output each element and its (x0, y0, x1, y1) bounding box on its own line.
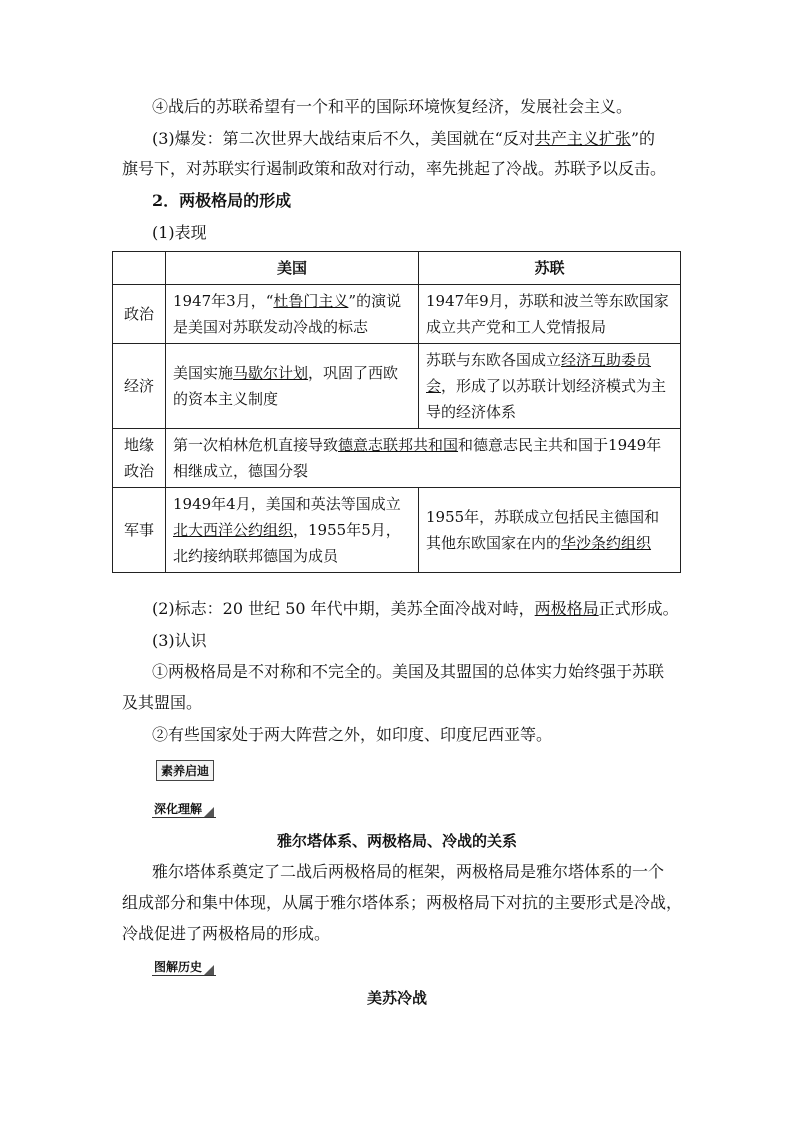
row-header-geopolitics: 地缘 政治 (113, 429, 166, 488)
cell-soviet-military: 1955年，苏联成立包括民主德国和其他东欧国家在内的华沙条约组织 (419, 488, 681, 573)
cell-us-politics: 1947年3月，“杜鲁门主义”的演说是美国对苏联发动冷战的标志 (166, 285, 419, 344)
paragraph-sign: (2)标志：20 世纪 50 年代中期，美苏全面冷战对峙，两极格局正式形成。 (152, 599, 679, 618)
subheading-performance: (1)表现 (152, 223, 207, 242)
row-header-politics: 政治 (113, 285, 166, 344)
corner-triangle-icon (204, 807, 214, 817)
cell-us-economy: 美国实施马歇尔计划，巩固了西欧的资本主义制度 (166, 344, 419, 429)
figure-title: 美苏冷战 (366, 989, 427, 1007)
paragraph-yalta-3: 冷战促进了两极格局的形成。 (122, 924, 331, 943)
table-row (113, 429, 681, 488)
table-row (113, 488, 681, 573)
paragraph-yalta-1: 雅尔塔体系奠定了二战后两极格局的框架，两极格局是雅尔塔体系的一个 (152, 862, 665, 881)
paragraph-asymmetric-cont: 及其盟国。 (122, 693, 203, 712)
literacy-tag: 素养启迪 (156, 760, 214, 781)
paragraph-yalta-2: 组成部分和集中体现，从属于雅尔塔体系；两极格局下对抗的主要形式是冷战， (122, 893, 683, 912)
underlined-term: 共产主义扩张 (534, 129, 631, 148)
section-title-relationship: 雅尔塔体系、两极格局、冷战的关系 (276, 832, 517, 850)
paragraph-soviet-hope: ④战后的苏联希望有一个和平的国际环境恢复经济，发展社会主义。 (152, 97, 633, 116)
column-header-us: 美国 (166, 252, 419, 285)
comparison-table (112, 251, 681, 573)
deep-understanding-tag: 深化理解 (152, 800, 216, 818)
table-row (113, 285, 681, 344)
cell-soviet-politics: 1947年9月，苏联和波兰等东欧国家成立共产党和工人党情报局 (419, 285, 681, 344)
corner-triangle-icon (204, 965, 214, 975)
cell-soviet-economy: 苏联与东欧各国成立经济互助委员会，形成了以苏联计划经济模式为主导的经济体系 (419, 344, 681, 429)
column-header-soviet: 苏联 (419, 252, 681, 285)
paragraph-nonaligned: ②有些国家处于两大阵营之外，如印度、印度尼西亚等。 (152, 725, 553, 744)
illustrated-history-tag: 图解历史 (152, 958, 216, 976)
cell-geopolitics: 第一次柏林危机直接导致德意志联邦共和国和德意志民主共和国于1949年相继成立，德国分裂 (166, 429, 681, 488)
table-header-row (113, 252, 681, 285)
row-header-military: 军事 (113, 488, 166, 573)
row-header-economy: 经济 (113, 344, 166, 429)
paragraph-outbreak-cont: 旗号下，对苏联实行遏制政策和敌对行动，率先挑起了冷战。苏联予以反击。 (122, 159, 667, 178)
paragraph-asymmetric: ①两极格局是不对称和不完全的。美国及其盟国的总体实力始终强于苏联 (152, 662, 665, 681)
paragraph-outbreak: (3)爆发：第二次世界大战结束后不久，美国就在“反对共产主义扩张”的 (152, 129, 656, 148)
table-row (113, 344, 681, 429)
subheading-understanding: (3)认识 (152, 631, 207, 650)
cell-us-military: 1949年4月，美国和英法等国成立北大西洋公约组织，1955年5月，北约接纳联邦德国为成员 (166, 488, 419, 573)
section-heading: 2．两极格局的形成 (152, 191, 292, 210)
